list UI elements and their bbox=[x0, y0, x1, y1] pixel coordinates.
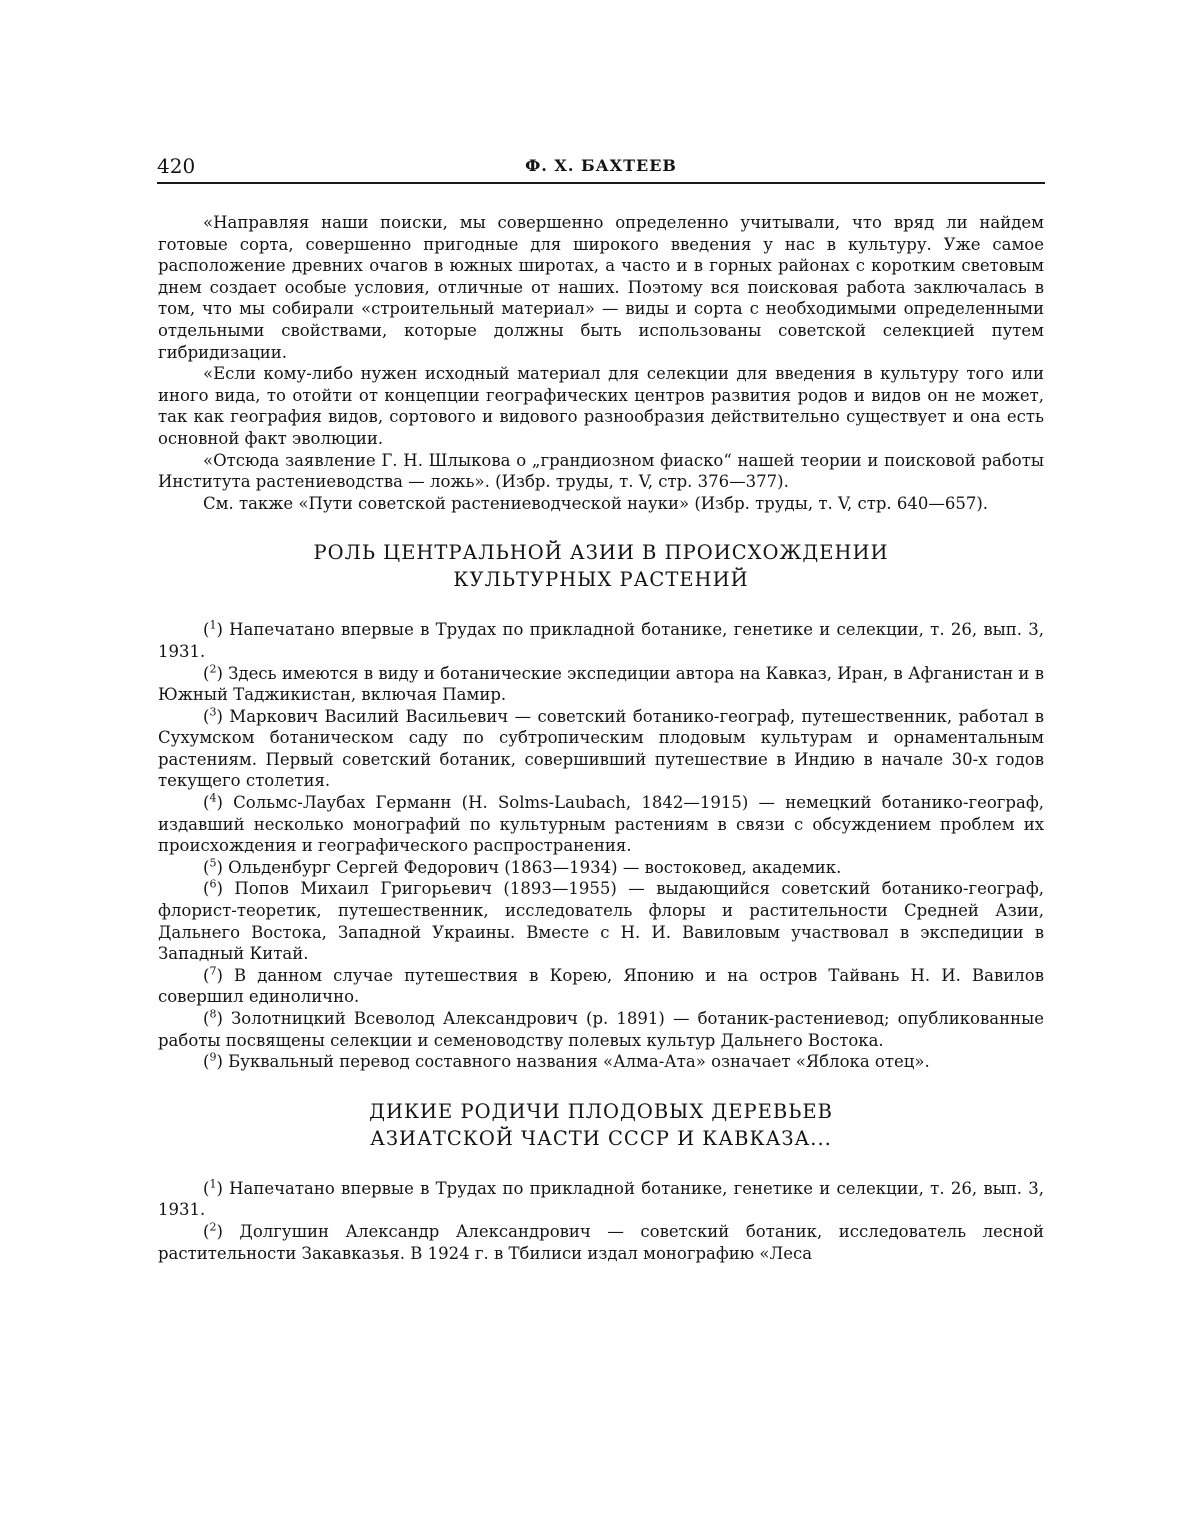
footnote-mark: 8 bbox=[209, 1007, 217, 1021]
section-heading-line: ДИКИЕ РОДИЧИ ПЛОДОВЫХ ДЕРЕВЬЕВ bbox=[369, 1099, 833, 1123]
footnote-text: Буквальный перевод составного названия «Алма-Ата» означает «Яблока отец». bbox=[228, 1052, 930, 1072]
intro-paragraph: «Если кому-либо нужен исходный материал для селекции для введения в культуру того или иного вида, то отойти от концепции географических центров развития родов и видов он не может, так как география видов, сортового и видового разнообразия действительно существует и она есть основной факт эволюции. bbox=[158, 364, 1044, 448]
footnote: ($^1$) Напечатано впервые в Трудах по прикладной ботанике, генетике и селекции, т. 26, вып. 3, 1931. bbox=[158, 618, 1044, 661]
footnote-text: В данном случае путешествия в Корею, Японию и на остров Тайвань Н. И. Вавилов совершил единолично. bbox=[158, 965, 1044, 1007]
footnote: ($^3$) Маркович Василий Васильевич — советский ботанико-географ, путешественник, работал в Сухумском ботаническом саду по субтропическим плодовым культурам и орнаментальным растениям. Первый советский ботаник, совершивший путешествие в Индию в начале 30-х годов текущего столетия. bbox=[158, 705, 1044, 791]
footnote: ($^6$) Попов Михаил Григорьевич (1893—1955) — выдающийся советский ботанико-географ, флорист-теоретик, путешественник, исследователь флоры и растительности Средней Азии, Дальнего Востока, Западной Украины. Вместе с Н. И. Вавиловым участвовал в экспедиции в Западный Китай. bbox=[158, 877, 1044, 964]
footnote-mark: 7 bbox=[209, 964, 217, 978]
footnote-mark: 9 bbox=[209, 1050, 217, 1064]
footnote-text: Ольденбург Сергей Федорович (1863—1934) — востоковед, академик. bbox=[228, 857, 842, 877]
footnote-text: Долгушин Александр Александрович — советский ботаник, исследователь лесной растительности Закавказья. В 1924 г. в Тбилиси издал монографию «Леса bbox=[158, 1221, 1045, 1263]
footnote-text: Напечатано впервые в Трудах по прикладной ботанике, генетике и селекции, т. 26, вып. 3, 1931. bbox=[158, 1178, 1044, 1220]
page-number: 420 bbox=[157, 154, 196, 178]
footnote-mark: 2 bbox=[209, 1220, 217, 1234]
section-heading-line: КУЛЬТУРНЫХ РАСТЕНИЙ bbox=[453, 568, 749, 592]
intro-paragraph: «Направляя наши поиски, мы совершенно определенно учитывали, что вряд ли найдем готовые сорта, совершенно пригодные для широкого введения у нас в культуру. Уже самое расположение древних очагов в южных широтах, а часто и в горных районах с коротким световым днем создает особые условия, отличные от наших. Поэтому вся поисковая работа заключалась в том, что мы собирали «строительный материал» — виды и сорта с необходимыми определенными отдельными свойствами, которые должны быть использованы советской селекцией путем гибридизации. bbox=[158, 213, 1044, 362]
footnote-mark: 2 bbox=[209, 662, 217, 675]
footnote: ($^2$) Долгушин Александр Александрович — советский ботаник, исследователь лесной растительности Закавказья. В 1924 г. в Тбилиси издал монографию «Леса bbox=[158, 1220, 1045, 1263]
footnote: ($^8$) Золотницкий Всеволод Александрович (р. 1891) — ботаник-растениевод; опубликованные работы посвящены селекции и семеноводству полевых культур Дальнего Востока. bbox=[158, 1007, 1044, 1050]
footnote: ($^9$) Буквальный перевод составного названия «Алма-Ата» означает «Яблока отец». bbox=[203, 1050, 930, 1072]
section-heading-line: АЗИАТСКОЙ ЧАСТИ СССР И КАВКАЗА... bbox=[370, 1126, 832, 1150]
footnote-text: Попов Михаил Григорьевич (1893—1955) — выдающийся советский ботанико-географ, флорист-теоретик, путешественник, исследователь флоры и растительности Средней Азии, Дальнего Востока, Западной Украины. Вместе с Н. И. Вавиловым участвовал в экспедиции в Западный Китай. bbox=[158, 879, 1044, 964]
page-header bbox=[157, 150, 1045, 180]
footnote: ($^7$) В данном случае путешествия в Корею, Японию и на остров Тайвань Н. И. Вавилов совершил единолично. bbox=[158, 964, 1044, 1007]
intro-paragraph: См. также «Пути советской растениеводческой науки» (Избр. труды, т. V, стр. 640—657). bbox=[203, 493, 989, 513]
footnote-text: Сольмс-Лаубах Германн (H. Solms-Laubach, 1842—1915) — немецкий ботанико-географ, издавший несколько монографий по культурным растениям в связи с обсуждением проблем их происхождения и географического распространения. bbox=[158, 793, 1044, 856]
footnote: ($^5$) Ольденбург Сергей Федорович (1863—1934) — востоковед, академик. bbox=[203, 856, 842, 877]
footnote-text: Здесь имеются в виду и ботанические экспедиции автора на Кавказ, Иран, в Афганистан и в Южный Таджикистан, включая Памир. bbox=[158, 663, 1044, 705]
running-title: Ф. Х. БАХТЕЕВ bbox=[525, 156, 677, 175]
section-heading bbox=[158, 1098, 1044, 1152]
footnote-text: Напечатано впервые в Трудах по прикладной ботанике, генетике и селекции, т. 26, вып. 3, 1931. bbox=[158, 620, 1044, 661]
footnote-mark: 4 bbox=[209, 791, 217, 805]
footnote-mark: 3 bbox=[209, 705, 217, 719]
footnote-mark: 1 bbox=[209, 618, 217, 632]
footnote: ($^1$) Напечатано впервые в Трудах по прикладной ботанике, генетике и селекции, т. 26, вып. 3, 1931. bbox=[158, 1177, 1044, 1220]
footnote-mark: 5 bbox=[209, 856, 217, 870]
footnote-text: Золотницкий Всеволод Александрович (р. 1891) — ботаник-растениевод; опубликованные работы посвящены селекции и семеноводству полевых культур Дальнего Востока. bbox=[158, 1009, 1044, 1050]
section-heading-line: РОЛЬ ЦЕНТРАЛЬНОЙ АЗИИ В ПРОИСХОЖДЕНИИ bbox=[313, 541, 889, 565]
intro-paragraph: «Отсюда заявление Г. Н. Шлыкова о „грандиозном фиаско“ нашей теории и поисковой работы Института растениеводства — ложь». (Избр. труды, т. V, стр. 376—377). bbox=[158, 450, 1044, 492]
section-heading bbox=[158, 539, 1044, 593]
footnote: ($^4$) Сольмс-Лаубах Германн (H. Solms-Laubach, 1842—1915) — немецкий ботанико-географ, издавший несколько монографий по культурным растениям в связи с обсуждением проблем их происхождения и географического распространения. bbox=[158, 791, 1044, 856]
page-body bbox=[158, 212, 1044, 1264]
footnote-text: Маркович Василий Васильевич — советский ботанико-географ, путешественник, работал в Сухумском ботаническом саду по субтропическим плодовым культурам и орнаментальным растениям. Первый советский ботаник, совершивший путешествие в Индию в начале 30-х годов текущего столетия. bbox=[158, 706, 1044, 791]
header-rule bbox=[157, 182, 1045, 184]
footnote-mark: 1 bbox=[209, 1177, 217, 1191]
footnote: ($^2$) Здесь имеются в виду и ботанические экспедиции автора на Кавказ, Иран, в Афганистан и в Южный Таджикистан, включая Памир. bbox=[158, 662, 1044, 705]
footnote-mark: 6 bbox=[209, 877, 217, 891]
